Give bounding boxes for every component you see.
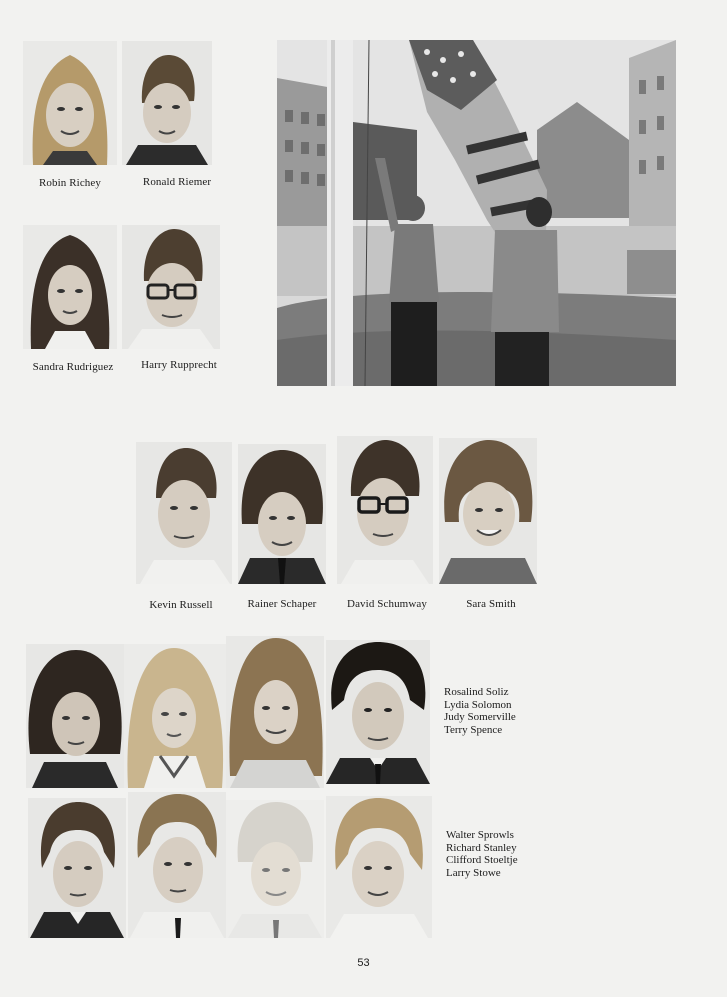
portrait-rosalind-soliz <box>26 644 124 788</box>
portrait-ronald-riemer <box>122 41 212 165</box>
name-terry-spence: Terry Spence <box>444 723 503 736</box>
row5-name-list <box>446 829 518 879</box>
name-larry-stowe: Larry Stowe <box>446 866 501 879</box>
portrait-sara-smith <box>439 438 537 584</box>
portrait-kevin-russell <box>136 442 232 584</box>
portrait-lydia-solomon <box>124 644 226 788</box>
flag-raising-photo <box>277 40 676 386</box>
caption-rainer-schaper: Rainer Schaper <box>247 598 317 610</box>
portrait-clifford-stoeltje <box>226 800 324 938</box>
portrait-david-schumway <box>337 436 433 584</box>
portrait-robin-richey <box>23 41 117 165</box>
caption-david-schumway: David Schumway <box>347 598 427 610</box>
name-clifford-stoeltje: Clifford Stoeltje <box>446 854 518 867</box>
caption-sara-smith: Sara Smith <box>466 598 516 610</box>
portrait-larry-stowe <box>326 796 432 938</box>
caption-sandra-rudriguez: Sandra Rudriguez <box>32 361 114 373</box>
portrait-sandra-rudriguez <box>23 225 117 349</box>
name-walter-sprowls: Walter Sprowls <box>446 829 514 841</box>
portrait-richard-stanley <box>128 792 226 938</box>
portrait-rainer-schaper <box>238 444 326 584</box>
row4-name-list <box>444 686 516 736</box>
portrait-walter-sprowls <box>28 798 126 938</box>
caption-harry-rupprecht: Harry Rupprecht <box>141 359 217 371</box>
caption-robin-richey: Robin Richey <box>38 177 101 189</box>
portrait-terry-spence <box>326 640 430 784</box>
page-number: 53 <box>357 957 370 969</box>
caption-ronald-riemer: Ronald Riemer <box>142 176 212 188</box>
name-richard-stanley: Richard Stanley <box>446 841 517 854</box>
portrait-harry-rupprecht <box>122 225 220 349</box>
portrait-judy-somerville <box>226 636 324 788</box>
caption-kevin-russell: Kevin Russell <box>149 599 213 611</box>
name-judy-somerville: Judy Somerville <box>444 711 516 724</box>
name-rosalind-soliz: Rosalind Soliz <box>444 686 509 698</box>
name-lydia-solomon: Lydia Solomon <box>444 698 512 711</box>
